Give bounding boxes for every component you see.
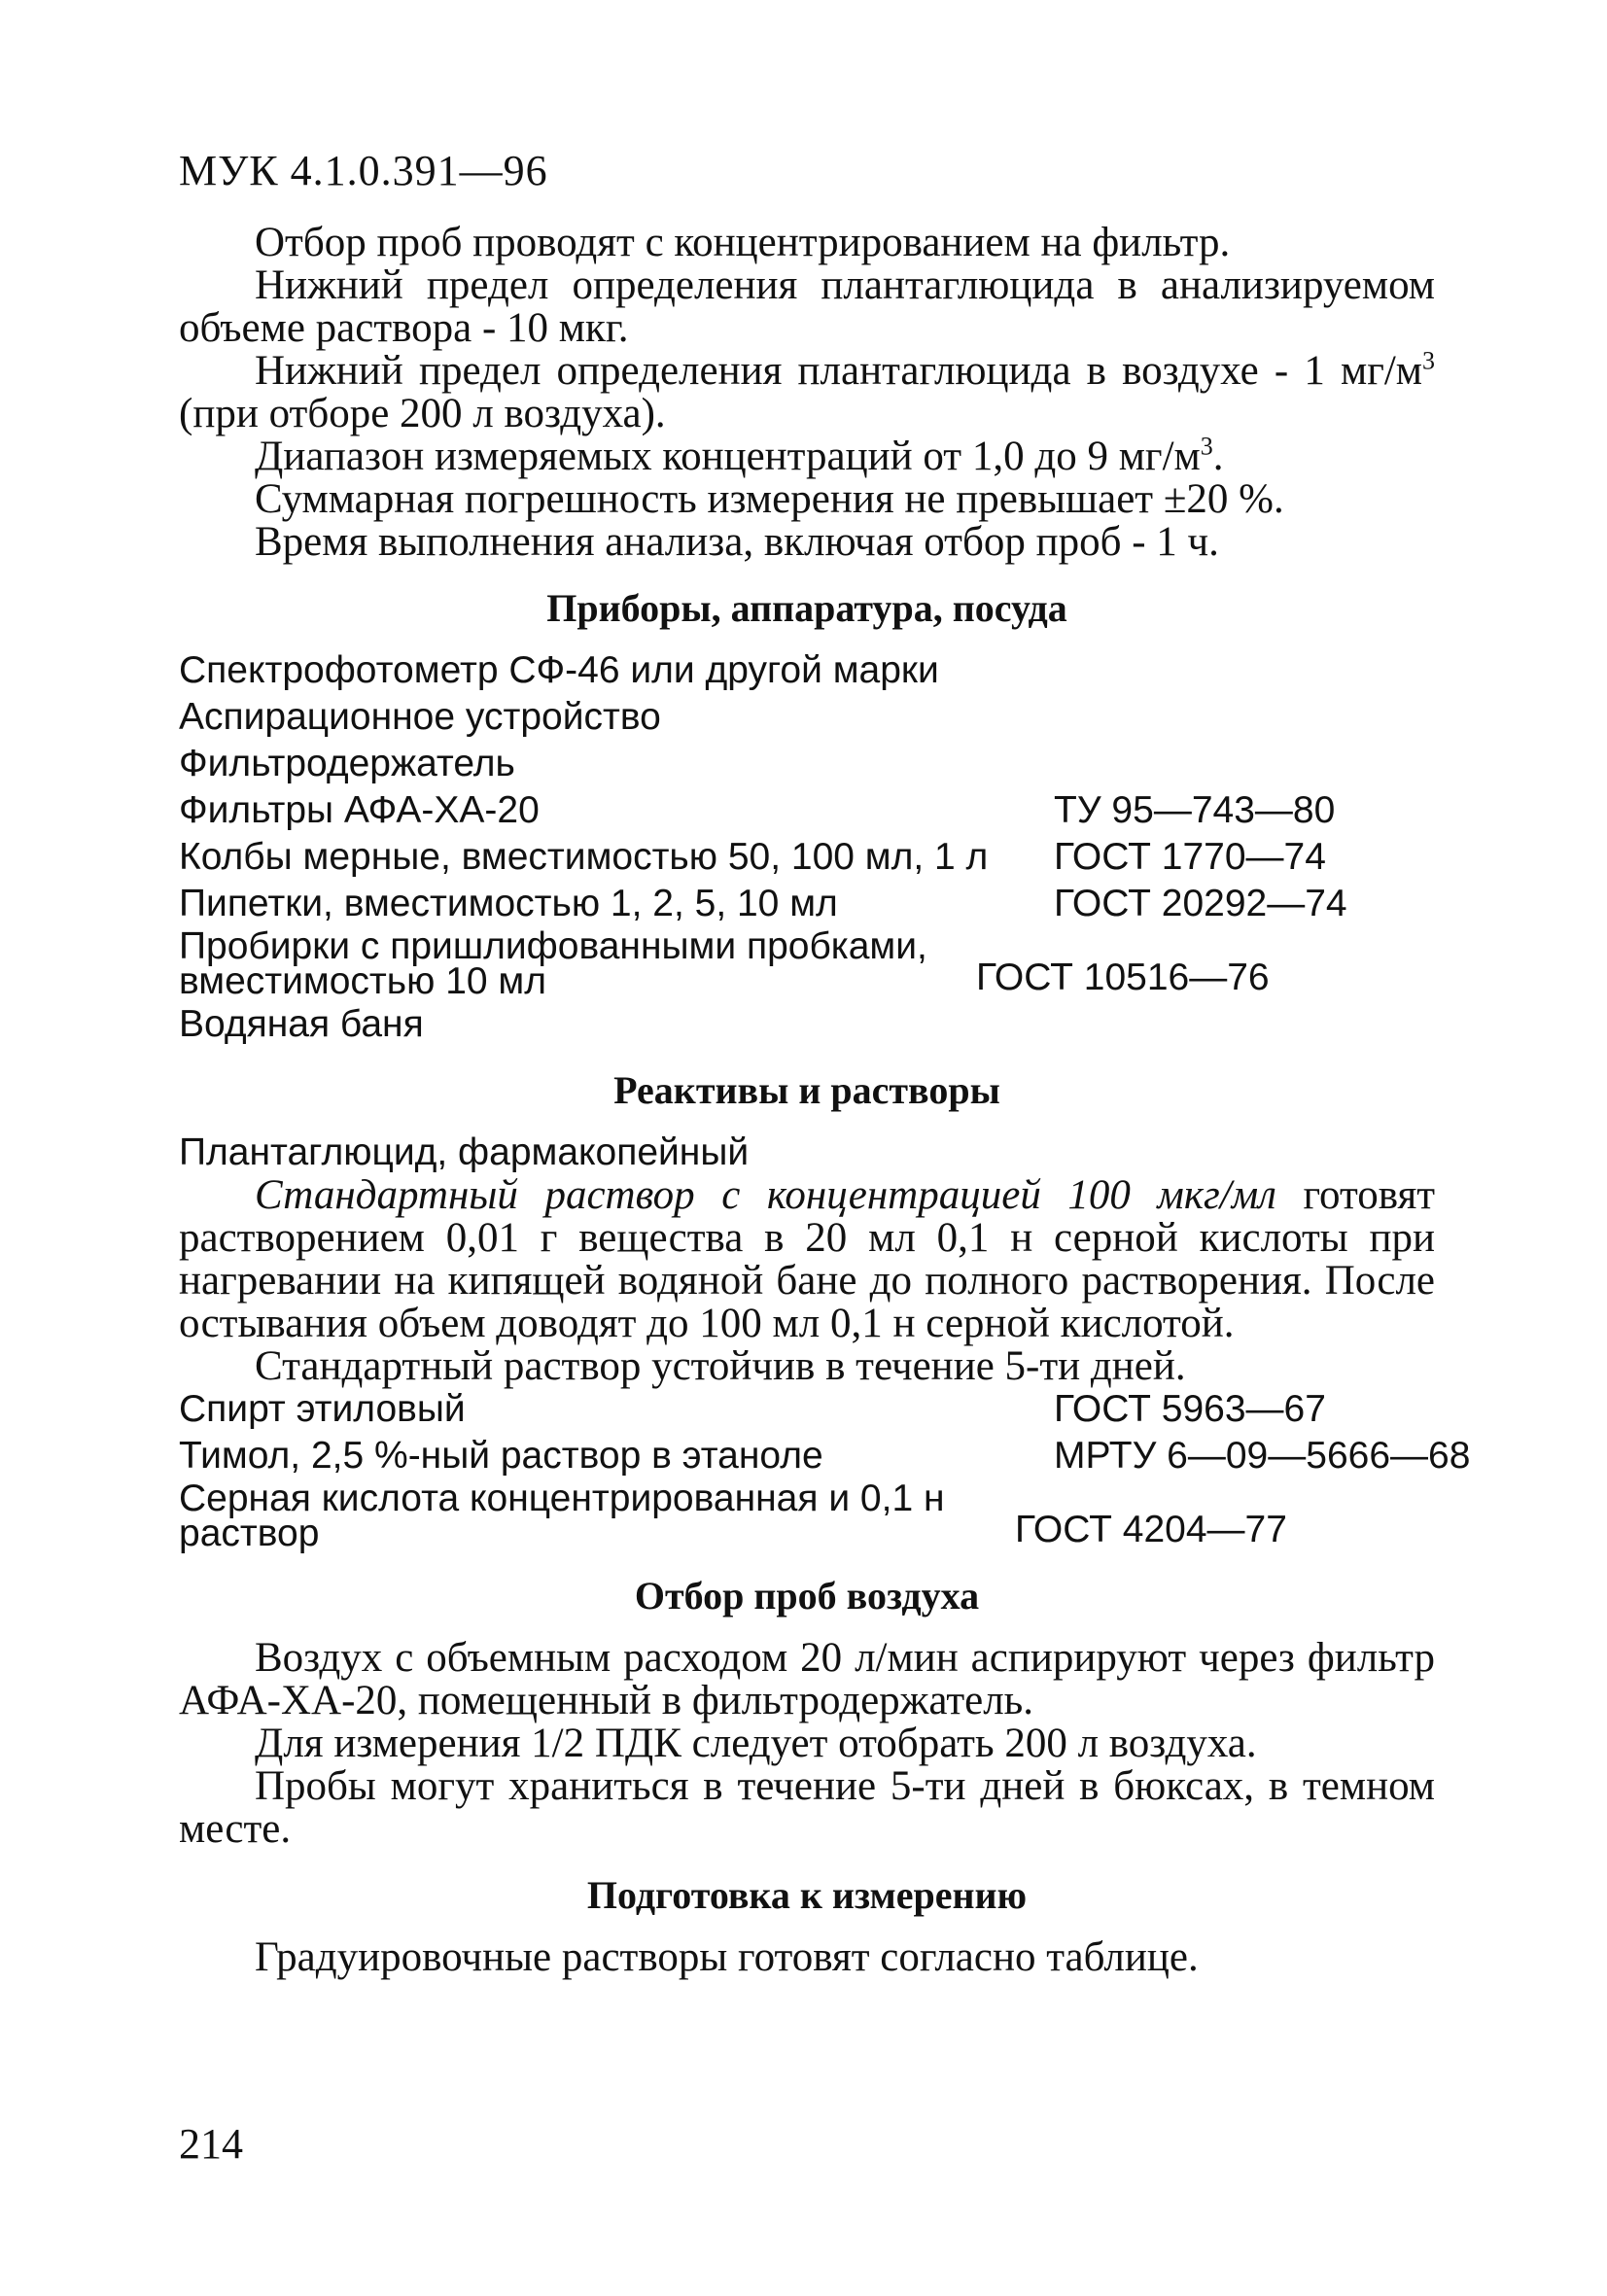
sampling-paragraph: Пробы могут храниться в течение 5-ти дней в бюксах, в темном месте. bbox=[179, 1763, 1435, 1852]
reagent-first-line: Плантаглюцид, фармакопейный bbox=[179, 1131, 750, 1173]
list-item: Тимол, 2,5 %-ный раствор в этаноле МРТУ 6—09—5666—68 bbox=[179, 1435, 1471, 1477]
instruments-list bbox=[179, 649, 1435, 1046]
section-heading-sampling: Отбор проб воздуха bbox=[634, 1574, 980, 1618]
sampling-paragraph: Для измерения 1/2 ПДК следует отобрать 200 л воздуха. bbox=[255, 1721, 1257, 1766]
list-item: Пипетки, вместимостью 1, 2, 5, 10 мл ГОСТ 20292—74 bbox=[179, 883, 1347, 924]
document-code-header: МУК 4.1.0.391—96 bbox=[179, 147, 548, 194]
air-limit-paragraph: Нижний предел определения плантаглюцида в воздухе - 1 $мг/м^3$ (при отборе 200 л воздуха). bbox=[179, 346, 1435, 436]
list-item: Спектрофотометр СФ-46 или другой марки bbox=[179, 649, 939, 691]
list-item: Пробирки с пришлифованными пробками, вместимостью 10 мл ГОСТ 10516—76 bbox=[179, 925, 1270, 1002]
standard-solution-paragraph: Стандартный раствор с концентрацией 100 мкг/мл готовят растворением 0,01 г вещества в 20 мл 0,1 н серной кислоты при нагревании на кипящей водяной бане до полного растворения. После остывания объем доводят до 100 мл 0,1 н серной кислотой. bbox=[179, 1172, 1436, 1346]
preparation-paragraph: Градуировочные растворы готовят согласно таблице. bbox=[255, 1934, 1199, 1980]
page-number: 214 bbox=[179, 2120, 243, 2168]
intro-paragraph: Нижний предел определения плантаглюцида в анализируемом объеме раствора - 10 мкг. bbox=[179, 262, 1435, 351]
list-item: Серная кислота концентрированная и 0,1 н раствор ГОСТ 4204—77 bbox=[179, 1478, 1287, 1554]
list-item: Водяная баня bbox=[179, 1003, 424, 1045]
section-heading-reagents: Реактивы и растворы bbox=[613, 1068, 1000, 1112]
intro-paragraph: Отбор проб проводят с концентрированием на фильтр. bbox=[255, 220, 1231, 265]
error-paragraph: Суммарная погрешность измерения не превышает ±20 %. bbox=[255, 476, 1284, 522]
reagents-list bbox=[179, 1388, 1471, 1554]
range-paragraph: Диапазон измеряемых концентраций от 1,0 до 9 $мг/м^3$. bbox=[255, 432, 1224, 479]
time-paragraph: Время выполнения анализа, включая отбор проб - 1 ч. bbox=[255, 519, 1219, 565]
stability-paragraph: Стандартный раствор устойчив в течение 5-ти дней. bbox=[255, 1343, 1186, 1389]
list-item: Фильтры АФА-ХА-20 ТУ 95—743—80 bbox=[179, 789, 1336, 831]
list-item: Спирт этиловый ГОСТ 5963—67 bbox=[179, 1388, 1326, 1430]
sampling-paragraph: Воздух с объемным расходом 20 л/мин аспирируют через фильтр АФА-ХА-20, помещенный в фильтродержатель. bbox=[179, 1635, 1435, 1723]
list-item: Фильтродержатель bbox=[179, 743, 515, 784]
list-item: Аспирационное устройство bbox=[179, 696, 661, 738]
document-body bbox=[179, 220, 1471, 1980]
section-heading-preparation: Подготовка к измерению bbox=[586, 1873, 1028, 1917]
list-item: Колбы мерные, вместимостью 50, 100 мл, 1 л ГОСТ 1770—74 bbox=[179, 836, 1326, 878]
section-heading-instruments: Приборы, аппаратура, посуда bbox=[546, 586, 1067, 630]
